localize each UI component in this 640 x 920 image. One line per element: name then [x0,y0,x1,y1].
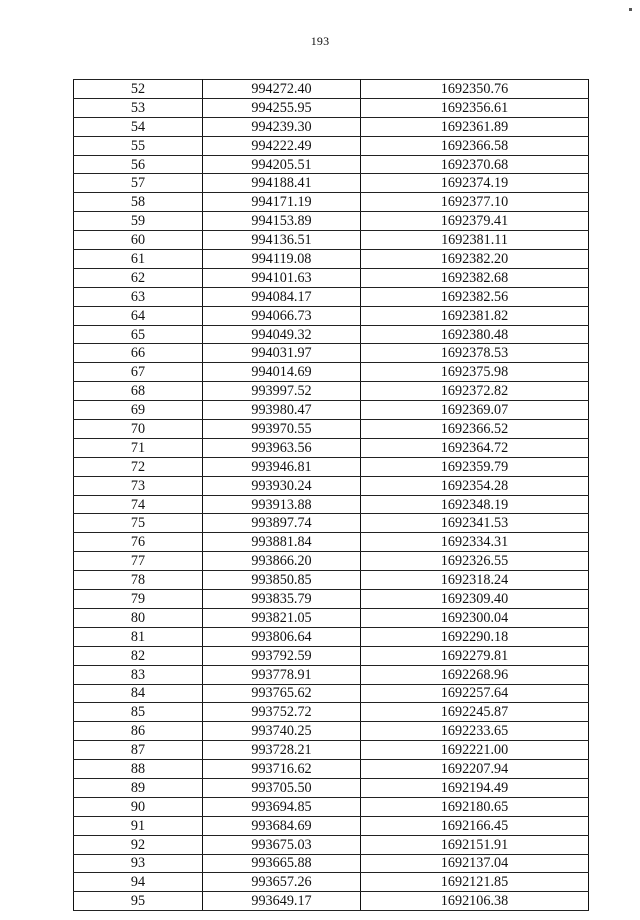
table-row [74,438,589,457]
y-coordinate-cell: 1692378.53 [361,344,589,363]
y-coordinate-cell: 1692370.68 [361,155,589,174]
y-coordinate-cell: 1692151.91 [361,835,589,854]
point-number-cell: 72 [74,457,203,476]
x-coordinate-cell: 994153.89 [203,212,361,231]
x-coordinate-cell: 993913.88 [203,495,361,514]
table-row [74,741,589,760]
y-coordinate-cell: 1692233.65 [361,722,589,741]
x-coordinate-cell: 993657.26 [203,873,361,892]
point-number-cell: 93 [74,854,203,873]
x-coordinate-cell: 993970.55 [203,420,361,439]
point-number-cell: 86 [74,722,203,741]
x-coordinate-cell: 994014.69 [203,363,361,382]
point-number-cell: 73 [74,476,203,495]
table-row [74,892,589,911]
x-coordinate-cell: 993946.81 [203,457,361,476]
x-coordinate-cell: 993881.84 [203,533,361,552]
x-coordinate-cell: 993778.91 [203,665,361,684]
y-coordinate-cell: 1692372.82 [361,382,589,401]
x-coordinate-cell: 994171.19 [203,193,361,212]
y-coordinate-cell: 1692379.41 [361,212,589,231]
x-coordinate-cell: 994101.63 [203,268,361,287]
table-row [74,325,589,344]
table-row [74,760,589,779]
x-coordinate-cell: 994084.17 [203,287,361,306]
x-coordinate-cell: 993752.72 [203,703,361,722]
y-coordinate-cell: 1692381.82 [361,306,589,325]
point-number-cell: 84 [74,684,203,703]
y-coordinate-cell: 1692309.40 [361,590,589,609]
point-number-cell: 89 [74,778,203,797]
x-coordinate-cell: 993930.24 [203,476,361,495]
point-number-cell: 94 [74,873,203,892]
table-row [74,382,589,401]
x-coordinate-cell: 993835.79 [203,590,361,609]
point-number-cell: 55 [74,136,203,155]
point-number-cell: 77 [74,552,203,571]
x-coordinate-cell: 993649.17 [203,892,361,911]
y-coordinate-cell: 1692166.45 [361,816,589,835]
y-coordinate-cell: 1692221.00 [361,741,589,760]
table-row [74,231,589,250]
x-coordinate-cell: 993728.21 [203,741,361,760]
table-row [74,627,589,646]
table-row [74,571,589,590]
x-coordinate-cell: 993980.47 [203,401,361,420]
coordinates-table [73,79,589,911]
y-coordinate-cell: 1692207.94 [361,760,589,779]
x-coordinate-cell: 993694.85 [203,797,361,816]
table-row [74,98,589,117]
table-row [74,495,589,514]
x-coordinate-cell: 993765.62 [203,684,361,703]
y-coordinate-cell: 1692268.96 [361,665,589,684]
table-row [74,344,589,363]
y-coordinate-cell: 1692374.19 [361,174,589,193]
y-coordinate-cell: 1692377.10 [361,193,589,212]
x-coordinate-cell: 994255.95 [203,98,361,117]
point-number-cell: 71 [74,438,203,457]
table-row [74,873,589,892]
point-number-cell: 54 [74,117,203,136]
y-coordinate-cell: 1692341.53 [361,514,589,533]
coordinates-table-body [74,80,589,911]
point-number-cell: 76 [74,533,203,552]
point-number-cell: 87 [74,741,203,760]
y-coordinate-cell: 1692382.56 [361,287,589,306]
point-number-cell: 53 [74,98,203,117]
y-coordinate-cell: 1692257.64 [361,684,589,703]
table-row [74,646,589,665]
y-coordinate-cell: 1692137.04 [361,854,589,873]
x-coordinate-cell: 993821.05 [203,608,361,627]
y-coordinate-cell: 1692300.04 [361,608,589,627]
y-coordinate-cell: 1692326.55 [361,552,589,571]
table-row [74,816,589,835]
y-coordinate-cell: 1692375.98 [361,363,589,382]
scan-speck [629,8,632,11]
table-row [74,250,589,269]
point-number-cell: 95 [74,892,203,911]
point-number-cell: 61 [74,250,203,269]
point-number-cell: 70 [74,420,203,439]
x-coordinate-cell: 993897.74 [203,514,361,533]
table-row [74,420,589,439]
y-coordinate-cell: 1692245.87 [361,703,589,722]
table-row [74,476,589,495]
table-row [74,533,589,552]
table-row [74,268,589,287]
y-coordinate-cell: 1692279.81 [361,646,589,665]
point-number-cell: 83 [74,665,203,684]
page-number: 193 [310,34,330,48]
table-row [74,401,589,420]
point-number-cell: 82 [74,646,203,665]
point-number-cell: 58 [74,193,203,212]
table-row [74,684,589,703]
point-number-cell: 79 [74,590,203,609]
x-coordinate-cell: 994222.49 [203,136,361,155]
point-number-cell: 67 [74,363,203,382]
table-row [74,80,589,99]
table-row [74,703,589,722]
point-number-cell: 57 [74,174,203,193]
point-number-cell: 66 [74,344,203,363]
point-number-cell: 85 [74,703,203,722]
point-number-cell: 64 [74,306,203,325]
y-coordinate-cell: 1692121.85 [361,873,589,892]
table-row [74,665,589,684]
table-row [74,287,589,306]
y-coordinate-cell: 1692106.38 [361,892,589,911]
point-number-cell: 56 [74,155,203,174]
table-row [74,854,589,873]
x-coordinate-cell: 993792.59 [203,646,361,665]
y-coordinate-cell: 1692290.18 [361,627,589,646]
x-coordinate-cell: 994049.32 [203,325,361,344]
y-coordinate-cell: 1692366.52 [361,420,589,439]
table-row [74,193,589,212]
point-number-cell: 60 [74,231,203,250]
x-coordinate-cell: 993740.25 [203,722,361,741]
x-coordinate-cell: 994119.08 [203,250,361,269]
point-number-cell: 62 [74,268,203,287]
x-coordinate-cell: 993665.88 [203,854,361,873]
y-coordinate-cell: 1692381.11 [361,231,589,250]
y-coordinate-cell: 1692380.48 [361,325,589,344]
y-coordinate-cell: 1692382.68 [361,268,589,287]
x-coordinate-cell: 994188.41 [203,174,361,193]
point-number-cell: 91 [74,816,203,835]
x-coordinate-cell: 994066.73 [203,306,361,325]
point-number-cell: 52 [74,80,203,99]
x-coordinate-cell: 993850.85 [203,571,361,590]
y-coordinate-cell: 1692366.58 [361,136,589,155]
y-coordinate-cell: 1692350.76 [361,80,589,99]
table-row [74,174,589,193]
x-coordinate-cell: 993997.52 [203,382,361,401]
point-number-cell: 74 [74,495,203,514]
x-coordinate-cell: 994239.30 [203,117,361,136]
table-row [74,797,589,816]
point-number-cell: 80 [74,608,203,627]
y-coordinate-cell: 1692318.24 [361,571,589,590]
y-coordinate-cell: 1692334.31 [361,533,589,552]
x-coordinate-cell: 993675.03 [203,835,361,854]
point-number-cell: 81 [74,627,203,646]
y-coordinate-cell: 1692369.07 [361,401,589,420]
x-coordinate-cell: 994272.40 [203,80,361,99]
table-row [74,552,589,571]
point-number-cell: 68 [74,382,203,401]
x-coordinate-cell: 993716.62 [203,760,361,779]
table-row [74,117,589,136]
point-number-cell: 92 [74,835,203,854]
x-coordinate-cell: 993866.20 [203,552,361,571]
y-coordinate-cell: 1692356.61 [361,98,589,117]
table-row [74,514,589,533]
point-number-cell: 78 [74,571,203,590]
y-coordinate-cell: 1692364.72 [361,438,589,457]
table-row [74,155,589,174]
y-coordinate-cell: 1692382.20 [361,250,589,269]
table-row [74,608,589,627]
table-row [74,136,589,155]
y-coordinate-cell: 1692194.49 [361,778,589,797]
y-coordinate-cell: 1692354.28 [361,476,589,495]
y-coordinate-cell: 1692348.19 [361,495,589,514]
point-number-cell: 65 [74,325,203,344]
y-coordinate-cell: 1692361.89 [361,117,589,136]
point-number-cell: 59 [74,212,203,231]
point-number-cell: 90 [74,797,203,816]
point-number-cell: 63 [74,287,203,306]
table-row [74,835,589,854]
x-coordinate-cell: 994031.97 [203,344,361,363]
table-row [74,457,589,476]
x-coordinate-cell: 993963.56 [203,438,361,457]
point-number-cell: 75 [74,514,203,533]
table-row [74,590,589,609]
y-coordinate-cell: 1692359.79 [361,457,589,476]
point-number-cell: 69 [74,401,203,420]
table-row [74,212,589,231]
table-row [74,306,589,325]
x-coordinate-cell: 993705.50 [203,778,361,797]
point-number-cell: 88 [74,760,203,779]
x-coordinate-cell: 993806.64 [203,627,361,646]
table-row [74,722,589,741]
y-coordinate-cell: 1692180.65 [361,797,589,816]
table-row [74,778,589,797]
x-coordinate-cell: 994205.51 [203,155,361,174]
table-row [74,363,589,382]
x-coordinate-cell: 994136.51 [203,231,361,250]
x-coordinate-cell: 993684.69 [203,816,361,835]
